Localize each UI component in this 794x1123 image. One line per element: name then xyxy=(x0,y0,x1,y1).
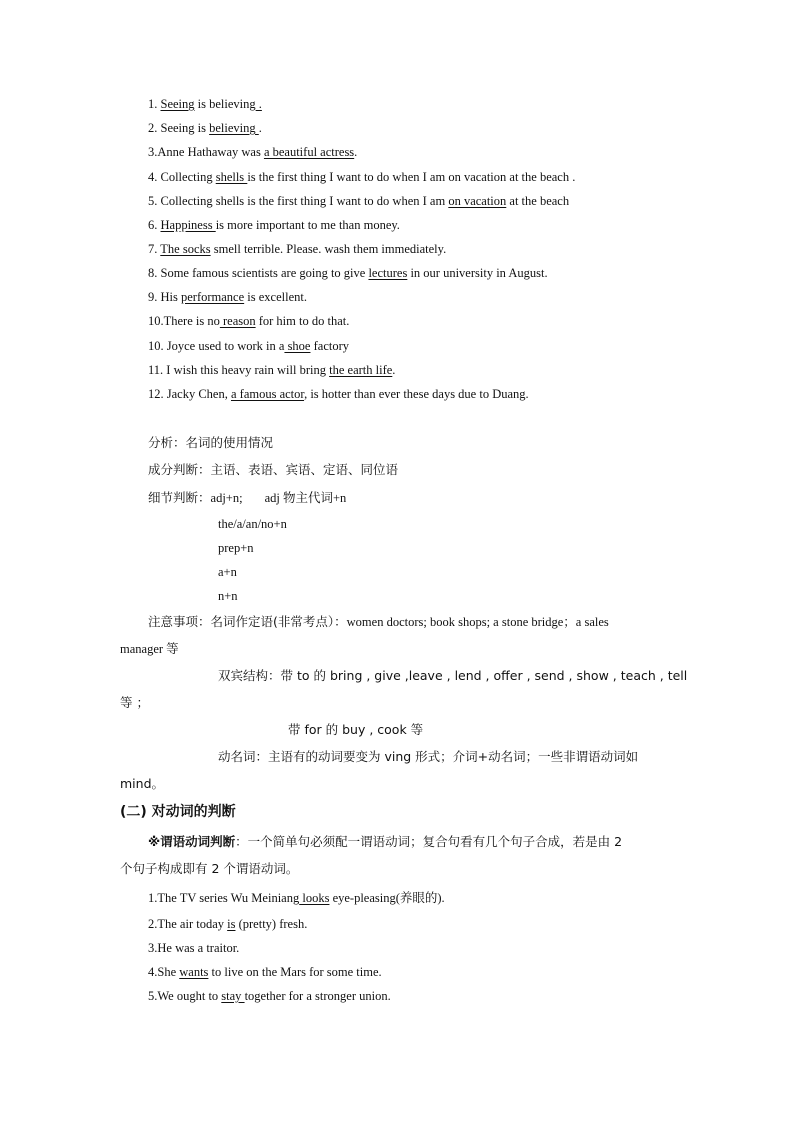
example-sentence: 9. His performance is excellent. xyxy=(148,290,307,304)
note-noun-attributive: 注意事项：名词作定语(非常考点）：women doctors; book shops; a stone bridge；a sales xyxy=(148,614,609,629)
example-sentence: 10.There is no reason for him to do that. xyxy=(148,314,350,328)
predicate-rule-cont: 个句子构成即有 2 个谓语动词。 xyxy=(120,861,299,876)
example-sentence: 11. I wish this heavy rain will bring the earth life. xyxy=(148,363,396,377)
example-sentence: 2. Seeing is believing . xyxy=(148,121,262,135)
example-sentence: 7. The socks smell terrible. Please. wash them immediately. xyxy=(148,242,447,256)
example-sentence: 3.Anne Hathaway was a beautiful actress. xyxy=(148,145,358,159)
detail-pattern: n+n xyxy=(218,589,238,603)
example-sentence: 4. Collecting shells is the first thing I want to do when I am on vacation at the beach . xyxy=(148,170,576,184)
note-double-object: 双宾结构：带 to 的 bring , give ,leave , lend , offer , send , show , teach , tell xyxy=(218,668,688,683)
note-gerund: 动名词：主语有的动词要变为 ving 形式；介词+动名词；一些非谓语动词如 xyxy=(218,749,639,764)
verb-example: 4.She wants to live on the Mars for some time. xyxy=(148,965,382,979)
verb-example: 2.The air today is (pretty) fresh. xyxy=(148,917,308,931)
note-for-verbs: 带 for 的 buy , cook 等 xyxy=(288,722,424,737)
note-double-object-cont: 等 ； xyxy=(120,695,149,710)
detail-judgment: 细节判断：adj+n; adj 物主代词+n xyxy=(148,490,347,505)
example-sentence: 12. Jacky Chen, a famous actor, is hotter than ever these days due to Duang. xyxy=(148,387,529,401)
predicate-rule: ※谓语动词判断：一个简单句必须配一谓语动词；复合句看有几个句子合成，若是由 2 xyxy=(148,834,623,849)
note-noun-attributive-cont: manager 等 xyxy=(120,642,179,656)
verb-example: 5.We ought to stay together for a stronger union. xyxy=(148,989,391,1003)
component-judgment: 成分判断：主语、表语、宾语、定语、同位语 xyxy=(148,462,399,477)
analysis-title: 分析：名词的使用情况 xyxy=(148,435,274,450)
example-sentence: 8. Some famous scientists are going to give lectures in our university in August. xyxy=(148,266,548,280)
detail-pattern: prep+n xyxy=(218,541,254,555)
example-sentence: 1. Seeing is believing . xyxy=(148,97,262,111)
example-sentence: 10. Joyce used to work in a shoe factory xyxy=(148,339,350,353)
example-sentence: 6. Happiness is more important to me than money. xyxy=(148,218,400,232)
verb-example: 3.He was a traitor. xyxy=(148,941,240,955)
example-sentence: 5. Collecting shells is the first thing I want to do when I am on vacation at the beach xyxy=(148,194,570,208)
detail-pattern: a+n xyxy=(218,565,237,579)
section-heading: (二) 对动词的判断 xyxy=(120,804,236,820)
detail-pattern: the/a/an/no+n xyxy=(218,517,287,531)
verb-example: 1.The TV series Wu Meiniang looks eye-pleasing(养眼的). xyxy=(148,891,445,905)
note-gerund-cont: mind。 xyxy=(120,776,165,791)
